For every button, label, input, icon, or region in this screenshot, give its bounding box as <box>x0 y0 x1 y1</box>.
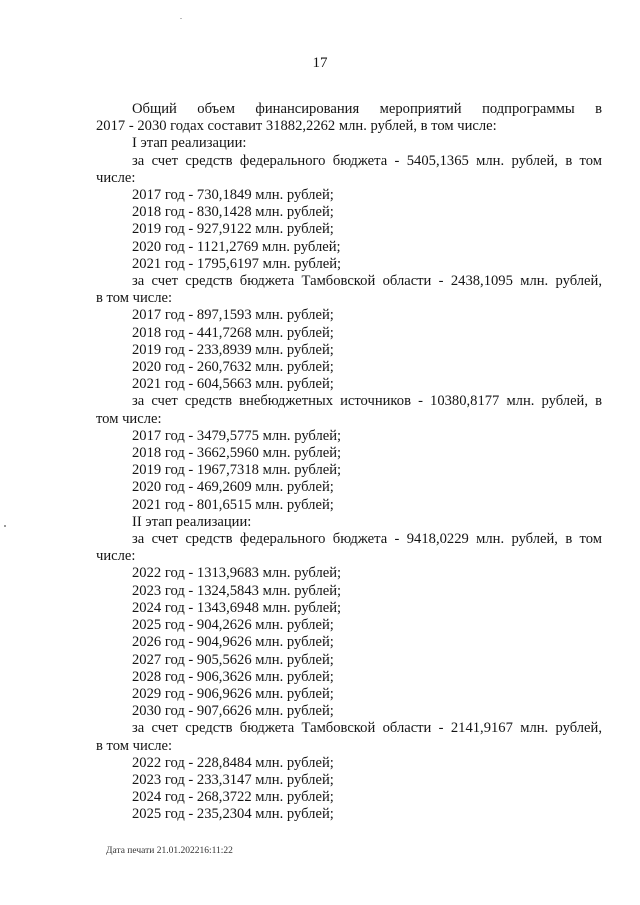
intro-line-2: 2017 - 2030 годах составит 31882,2262 млн. рублей, в том числе: <box>96 118 497 135</box>
list-item: 2023 год - 1324,5843 млн. рублей; <box>132 582 342 599</box>
stage1-extrabudget-line-2: том числе: <box>96 410 162 427</box>
list-item: 2028 год - 906,3626 млн. рублей; <box>132 668 334 685</box>
list-item: 2021 год - 801,6515 млн. рублей; <box>132 496 334 513</box>
list-item: 2024 год - 1343,6948 млн. рублей; <box>132 599 342 616</box>
list-item: 2026 год - 904,9626 млн. рублей; <box>132 634 334 651</box>
page-number: 17 <box>312 55 328 71</box>
stage1-extrabudget-line-1: за счет средств внебюджетных источников - 10380,8177 млн. рублей, в <box>132 393 602 410</box>
stage2-regional-line-1: за счет средств бюджета Тамбовской области - 2141,9167 млн. рублей, <box>132 720 602 737</box>
list-item: 2021 год - 1795,6197 млн. рублей; <box>132 255 342 272</box>
list-item: 2023 год - 233,3147 млн. рублей; <box>132 771 334 788</box>
list-item: 2025 год - 235,2304 млн. рублей; <box>132 806 334 823</box>
stage1-regional-list <box>96 307 602 393</box>
list-item: 2021 год - 604,5663 млн. рублей; <box>132 376 334 393</box>
stage1-federal-line-1: за счет средств федерального бюджета - 5405,1365 млн. рублей, в том <box>132 152 602 169</box>
stage2-federal-line-2: числе: <box>96 548 136 565</box>
stage1-federal-list <box>96 187 602 273</box>
list-item: 2019 год - 233,8939 млн. рублей; <box>132 341 334 358</box>
document-body <box>96 101 602 824</box>
list-item: 2018 год - 441,7268 млн. рублей; <box>132 324 334 341</box>
list-item: 2018 год - 830,1428 млн. рублей; <box>132 204 334 221</box>
list-item: 2020 год - 469,2609 млн. рублей; <box>132 479 334 496</box>
stage2-title: II этап реализации: <box>132 513 252 530</box>
stage2-federal-line-1: за счет средств федерального бюджета - 9418,0229 млн. рублей, в том <box>132 531 602 548</box>
list-item: 2017 год - 730,1849 млн. рублей; <box>132 187 334 204</box>
list-item: 2019 год - 927,9122 млн. рублей; <box>132 221 334 238</box>
list-item: 2020 год - 1121,2769 млн. рублей; <box>132 238 341 255</box>
intro-line-1: Общий объем финансирования мероприятий подпрограммы в <box>132 101 602 117</box>
list-item: 2022 год - 1313,9683 млн. рублей; <box>132 565 342 582</box>
scan-artifact <box>4 525 6 527</box>
stage1-federal-line-2: числе: <box>96 169 136 186</box>
scan-artifact <box>180 18 182 19</box>
list-item: 2024 год - 268,3722 млн. рублей; <box>132 789 334 806</box>
list-item: 2018 год - 3662,5960 млн. рублей; <box>132 445 342 462</box>
stage1-regional-line-1: за счет средств бюджета Тамбовской области - 2438,1095 млн. рублей, <box>132 273 602 290</box>
list-item: 2029 год - 906,9626 млн. рублей; <box>132 685 334 702</box>
print-date-footer: Дата печати 21.01.202216:11:22 <box>106 846 233 856</box>
list-item: 2020 год - 260,7632 млн. рублей; <box>132 359 334 376</box>
stage1-regional-line-2: в том числе: <box>96 290 173 307</box>
stage2-federal-list <box>96 565 602 720</box>
list-item: 2030 год - 907,6626 млн. рублей; <box>132 703 334 720</box>
list-item: 2022 год - 228,8484 млн. рублей; <box>132 754 334 771</box>
list-item: 2017 год - 3479,5775 млн. рублей; <box>132 427 342 444</box>
list-item: 2025 год - 904,2626 млн. рублей; <box>132 617 334 634</box>
stage2-regional-line-2: в том числе: <box>96 737 173 754</box>
list-item: 2017 год - 897,1593 млн. рублей; <box>132 307 334 324</box>
stage1-title: I этап реализации: <box>132 135 247 152</box>
stage1-extrabudget-list <box>96 428 602 514</box>
list-item: 2019 год - 1967,7318 млн. рублей; <box>132 462 342 479</box>
stage2-regional-list <box>96 755 602 824</box>
list-item: 2027 год - 905,5626 млн. рублей; <box>132 651 334 668</box>
